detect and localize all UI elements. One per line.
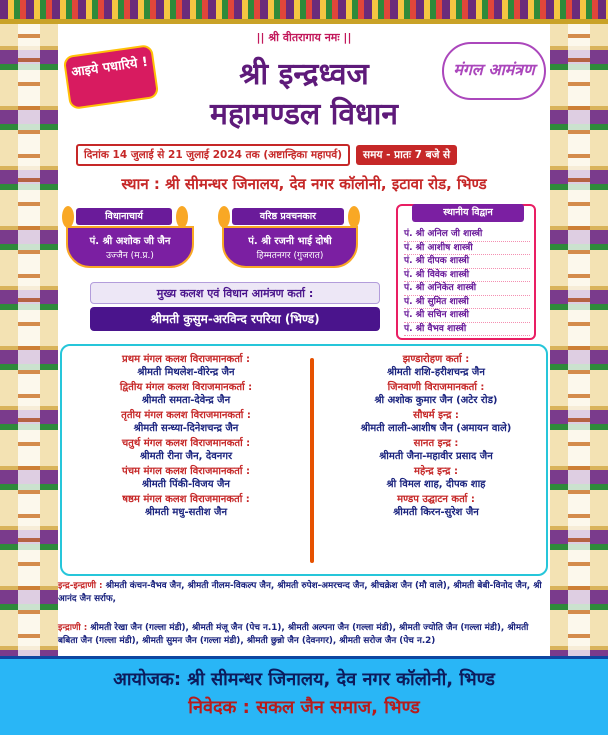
local-scholar: पं. श्री अनिकेत शास्त्री — [404, 282, 530, 296]
welcome-badge: आइये पधारिये ! — [63, 44, 160, 110]
column-divider — [310, 358, 314, 563]
role-name: श्री विमल शाह, दीपक शाह — [386, 479, 486, 490]
role-entry — [70, 354, 302, 379]
role-title: महेन्द्र इन्द्र : — [414, 466, 458, 477]
main-caller-name: श्रीमती कुसुम-अरविन्द रपरिया (भिण्ड) — [90, 307, 380, 331]
local-scholar: पं. श्री सुमित शास्त्री — [404, 296, 530, 310]
pravachankar-place: हिम्मतनगर (गुजरात) — [256, 251, 324, 261]
role-title: सानत इन्द्र : — [413, 438, 459, 449]
role-title: झण्डारोहण कर्ता : — [402, 354, 470, 365]
role-name: श्रीमती लाली-आशीष जैन (अमायन वाले) — [360, 423, 512, 434]
role-title: प्रथम मंगल कलश विराजमानकर्ता : — [122, 354, 250, 365]
kalash-icon — [348, 206, 360, 228]
main-caller-block — [90, 282, 380, 332]
role-name: श्रीमती मिथलेश-वीरेन्द्र जैन — [137, 367, 235, 378]
local-scholars-list — [404, 228, 530, 336]
role-entry — [70, 382, 302, 407]
venue-line: स्थान : श्री सीमन्धर जिनालय, देव नगर कॉलोनी, इटावा रोड, भिण्ड — [121, 175, 487, 193]
local-scholars-box — [396, 204, 536, 340]
vidhanacharya-place: उज्जैन (म.प्र.) — [106, 251, 154, 261]
role-title: षष्ठम मंगल कलश विराजमानकर्ता : — [122, 494, 250, 505]
pravachankar-card — [222, 226, 358, 268]
role-name: श्रीमती सन्ध्या-दिनेशचन्द्र जैन — [133, 423, 239, 434]
requester-line: निवेदक : सकल जैन समाज, भिण्ड — [188, 697, 420, 718]
pravachankar-name: पं. श्री रजनी भाई दोषी — [248, 236, 332, 247]
local-scholars-label: स्थानीय विद्वान — [412, 204, 524, 222]
date-box: दिनांक 14 जुलाई से 21 जुलाई 2024 तक (अष्टान्हिका महापर्व) — [76, 144, 350, 166]
vidhanacharya-card — [66, 226, 194, 268]
role-title: मण्डप उद्घाटन कर्ता : — [397, 494, 475, 505]
local-scholar: पं. श्री दीपक शास्त्री — [404, 255, 530, 269]
role-title: सौधर्म इन्द्र : — [413, 410, 459, 421]
kalash-icon — [176, 206, 188, 228]
role-name: श्रीमती जैना-महावीर प्रसाद जैन — [379, 451, 493, 462]
role-entry — [70, 494, 302, 519]
role-title: द्वितीय मंगल कलश विराजमानकर्ता : — [119, 382, 253, 393]
role-name: श्रीमती पिंकी-विजय जैन — [142, 479, 230, 490]
right-pillar-decoration — [550, 24, 608, 660]
indra-indrani-names: श्रीमती कंचन-वैभव जैन, श्रीमती नीलम-विकल्प जैन, श्रीमती रुपेश-अमरचन्द जैन, श्रीचक्रेश जैन (मौ वाले), श्रीमती बेबी-विनोद जैन, श्री आनंद जैन सर्राफ, — [58, 581, 542, 604]
role-title: चतुर्थ मंगल कलश विराजमानकर्ता : — [121, 438, 251, 449]
role-title: पंचम मंगल कलश विराजमानकर्ता : — [122, 466, 250, 477]
vidhanacharya-label: विधानाचार्य — [76, 208, 172, 225]
kalash-icon — [218, 206, 230, 228]
role-name: श्री अशोक कुमार जैन (अटेर रोड) — [374, 395, 498, 406]
role-entry — [320, 494, 552, 519]
footer-banner — [0, 656, 608, 735]
local-scholar: पं. श्री अनिल जी शास्त्री — [404, 228, 530, 242]
role-name: श्रीमती किरन-सुरेश जैन — [393, 507, 479, 518]
date-time-row — [76, 144, 457, 166]
role-entry — [320, 354, 552, 379]
local-scholar: पं. श्री विवेक शास्त्री — [404, 269, 530, 283]
invite-badge: मंगल आमंत्रण — [442, 42, 546, 100]
role-entry — [320, 382, 552, 407]
local-scholar: पं. श्री वैभव शास्त्री — [404, 323, 530, 337]
top-ornamental-border — [0, 0, 608, 24]
roles-left-column — [70, 354, 302, 522]
role-entry — [70, 466, 302, 491]
event-title-line2: महामण्डल विधान — [210, 97, 398, 132]
indra-indrani-label: इन्द्र-इन्द्राणी : — [58, 581, 103, 591]
role-name: श्रीमती शशि-हरीशचन्द्र जैन — [387, 367, 485, 378]
roles-right-column — [320, 354, 552, 522]
role-title: तृतीय मंगल कलश विराजमानकर्ता : — [121, 410, 251, 421]
indrani-label: इन्द्राणी : — [58, 623, 88, 633]
content-area — [58, 24, 550, 656]
role-name: श्रीमती मधु-सतीश जैन — [144, 507, 227, 518]
time-box: समय - प्रातः 7 बजे से — [356, 145, 457, 165]
role-entry — [70, 438, 302, 463]
kalash-icon — [62, 206, 74, 228]
indrani-names: श्रीमती रेखा जैन (गल्ला मंडी), श्रीमती मंजू जैन (पेच न.1), श्रीमती अल्पना जैन (गल्ला मंडी), श्रीमती ज्योति जैन (गल्ला मंडी), श्रीमती बबिता जैन (गल्ला मंडी), श्रीमती सुमन जैन (गल्ला मंडी), श्रीमती छुन्नो जैन (देवनगर), श्रीमती सरोज जैन (पेच न.2) — [58, 623, 529, 646]
role-name: श्रीमती समता-देवेन्द्र जैन — [141, 395, 231, 406]
left-pillar-decoration — [0, 24, 58, 660]
organizer-line: आयोजक: श्री सीमन्धर जिनालय, देव नगर कॉलोनी, भिण्ड — [113, 669, 495, 690]
role-entry — [70, 410, 302, 435]
pravachankar-label: वरिष्ठ प्रवचनकार — [232, 208, 344, 225]
local-scholar: पं. श्री सचिन शास्त्री — [404, 309, 530, 323]
roles-box — [60, 344, 548, 576]
role-entry — [320, 438, 552, 463]
event-title-line1: श्री इन्द्रध्वज — [239, 57, 369, 92]
indrani-list — [58, 622, 550, 648]
role-title: जिनवाणी विराजमानकर्ता : — [387, 382, 485, 393]
role-entry — [320, 466, 552, 491]
mantra-line: || श्री वीतरागाय नमः || — [256, 31, 352, 44]
vidhanacharya-name: पं. श्री अशोक जी जैन — [89, 236, 171, 247]
role-entry — [320, 410, 552, 435]
indra-indrani-list — [58, 580, 550, 606]
main-caller-title: मुख्य कलश एवं विधान आमंत्रण कर्ता : — [90, 282, 380, 304]
role-name: श्रीमती रीना जैन, देवनगर — [139, 451, 233, 462]
local-scholar: पं. श्री आशीष शास्त्री — [404, 242, 530, 256]
